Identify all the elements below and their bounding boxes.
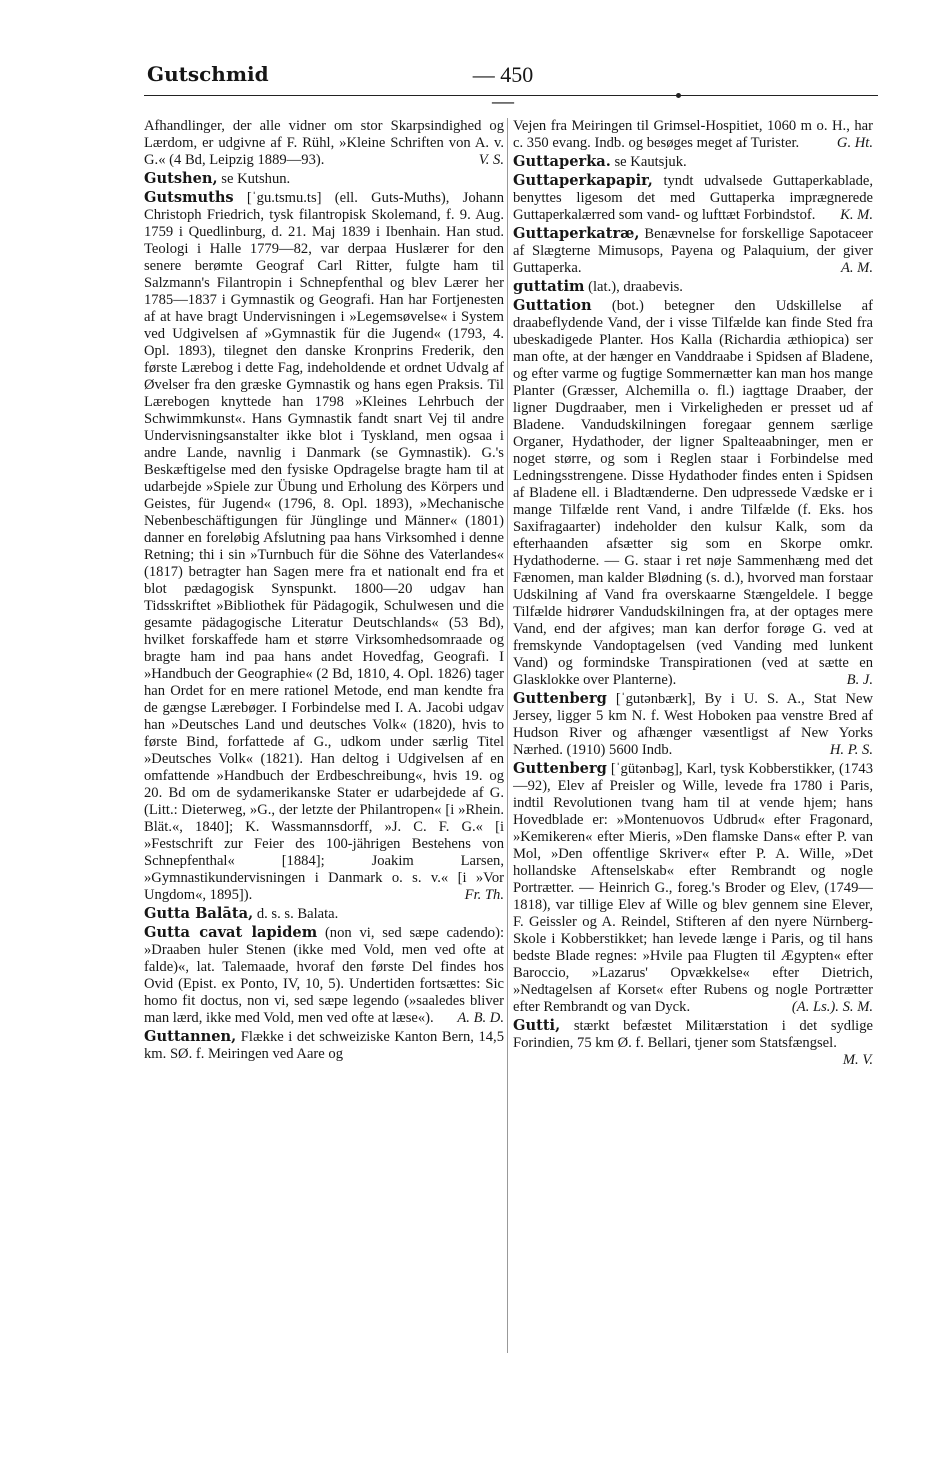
page-header [0,0,928,113]
dictionary-entry [513,118,873,152]
entry-headword: guttatim [513,278,585,295]
entry-text: (non vi, sed sæpe cadendo): »Draaben huler Stenen (ikke med Vold, men ved ofte at falde)«, lat. Talemaade, hvoraf den første Del findes hos Ovid (Epist. ex Ponto, IV, 10, 5). Undertiden fortsættes: Sic homo fit doctus, non vi, sed sæpe legendo (»saaledes bliver man lærd, ikke med Vold, men ved ofte at læse«). [144,925,504,1026]
entry-text: d. s. s. Balata. [256,906,339,922]
dictionary-entry [513,172,873,224]
header-rule [144,95,878,96]
entry-text: stærkt befæstet Militærstation i det sydlige Forindien, 75 km Ø. f. Bellari, tjener som Statsfængsel. [513,1018,873,1051]
entry-headword: Gutsmuths [144,189,234,206]
entry-text: se Kautsjuk. [614,154,687,170]
entry-text: Vejen fra Meiringen til Grimsel-Hospitiet, 1060 m o. H., har c. 350 evang. Indb. og besøges meget af Turister. [513,118,873,151]
dictionary-entry [513,760,873,1016]
entry-headword: Guttenberg [513,690,607,707]
entry-text: se Kutshun. [221,171,291,187]
entry-text: tyndt udvalsede Guttaperkablade, benyttes ligesom det med Guttaperka imprægnerede Guttaperkalærred som vand- og lufttæt Forbindstof. [513,173,873,223]
entry-signature: A. B. D. [457,1010,504,1026]
entry-headword: Gutshen, [144,170,218,187]
dictionary-entry [144,905,504,923]
entry-signature: G. Ht. [836,135,873,151]
running-headword: Gutschmid [147,62,269,86]
rule-dot [676,93,681,98]
entry-signature: Fr. Th. [464,887,504,903]
entry-headword: Guttaperka. [513,153,611,170]
entry-text: [ˈgutənbærk], By i U. S. A., Stat New Jersey, ligger 5 km N. f. West Hoboken paa venstre Bred af Hudson River og afhænger væsentligst af New Yorks Nærhed. (1910) 5600 Indb. [513,691,873,758]
entry-signature: A. M. [840,260,873,276]
dictionary-entry [144,170,504,188]
dictionary-entry [144,924,504,1027]
entry-headword: Guttenberg [513,760,607,777]
column-divider [507,118,508,1353]
entry-signature: V. S. [478,152,504,168]
dictionary-entry [513,278,873,296]
entry-headword: Gutta cavat lapidem [144,924,318,941]
dictionary-entry [513,1017,873,1069]
entry-text: Benævnelse for forskellige Sapotaceer af Slægterne Mimusops, Payena og Palaquium, der giver Guttaperka. [513,226,873,276]
dictionary-entry [513,225,873,277]
entry-text: Afhandlinger, der alle vidner om stor Skarpsindighed og Lærdom, er udgivne af F. Rühl, »Kleine Schriften von A. v. G.« (4 Bd, Leipzig 1889—93). [144,118,504,168]
dictionary-entry [513,153,873,171]
entry-headword: Guttaperkatræ, [513,225,640,242]
entry-signature: H. P. S. [829,742,873,758]
entry-text: [ˈgu.tsmu.ts] (ell. Guts-Muths), Johann Christoph Friedrich, tysk filantropisk Skolemand, f. 9. Aug. 1759 i Quedlinburg, d. 21. Maj 1839 i Ibenhain. Han stud. Teologi i Halle 1779—82, var derpaa Huslærer for den senere berømte Geograf Carl Ritter, fulgte ham til Salzmann's Filantropin i Schnepfenthal og blev Lærer her 1785—1837 i Gymnastik og Geografi. Han har Fortjenesten af at have bragt Undervisningen i »Legemsøvelse« i System ved Udgivelsen af »Gymnastik für die Jugend« (1793, 4. Opl. 1893), tilegnet den danske Kronprins Frederik, den første Lærebog i dette Fag, indeholdende et ordnet Udvalg af Øvelser fra den græske Gymnastik og hans egen Praksis. Til Lærebogen knyttede han 1798 »Kleines Lehrbuch der Schwimmkunst«. Hans Gymnastik fandt snart Vej til andre Undervisningsanstalter ikke blot i Tyskland, men ogsaa i andre Lande, navnlig i Danmark (se Gymnastik). G.'s Beskæftigelse med den fysiske Opdragelse bragte ham til at udarbejde »Spiele zur Übung und Erholung des Körpers und Geistes, für Jugend« (1796, 8. Opl. 1893), »Mechanische Nebenbeschäftigungen für Jünglinge und Männer« (1801) danner en foreløbig Afslutning paa hans Virksomhed i denne Retning; thi i sin »Turnbuch für die Söhne des Vaterlandes« (1817) betragter han Sagen mere fra et nationalt end fra et blot pædagogisk Synspunkt. 1800—20 udgav han Tidsskriftet »Bibliothek für Pädagogik, Schulwesen und die gesamte pädagogische Literatur Deutschlands« (53 Bd), hvilket forskaffede ham et større Virksomhedsomraade og bragte ham ind paa hans andet Hovedfag, Geografi. I »Handbuch der Geographie« (2 Bd, 1810, 4. Opl. 1826) tager han Ordet for en mere rationel Metode, end man kendte fra de gængse Lærebøger. I Forbindelse med I. A. Jacobi udgav han »Deutsches Land und deutsches Volk« (1820), hvis to første Bind, forfattede af G., udkom under særlig Titel »Deutsches Volk« (1821). Han deltog i Udgivelsen af en omfattende »Handbuch der Erdbeschreibung«, hvis 19. og 20. Bd om de sydamerikanske Stater er udarbejdede af G. (Litt.: Dieterweg, »G., der letzte der Philantropen« [i »Rhein. Blät.«, 1840]; K. Wassmannsdorff, »J. C. F. G.« [i »Festschrift zur Feier des 100-jährigen Bestehens von Schnepfenthal« [1884]; Joakim Larsen, »Gymnastikundervisningen i Danmark o. s. v.« [i »Vor Ungdom«, 1895]). [144,190,504,903]
entry-headword: Guttannen, [144,1028,237,1045]
entry-signature: (A. Ls.). S. M. [791,999,873,1015]
right-column [513,118,873,1353]
dictionary-entry [513,297,873,689]
dictionary-entry [144,189,504,904]
dictionary-entry [144,118,504,169]
entry-headword: Gutti, [513,1017,561,1034]
left-column [144,118,504,1353]
entry-signature: M. V. [842,1052,873,1068]
entry-text: [ˈgütənbəg], Karl, tysk Kobberstikker, (1743—92), Elev af Preisler og Wille, levede fra 1780 i Paris, indtil Revolutionen tvang ham til at vende hjem; hans Hovedblade er: »Montenuovos Udbrud« efter Fragonard, »Kemikeren« efter Mieris, »Den flamske Dans« efter P. van Mol, »Den offentlige Skriver« efter P. A. Wille, »Det hollandske Aftenselskab« efter Rembrandt og nogle Portrætter. — Heinrich G., foreg.'s Broder og Elev, (1749—1818), var tillige Elev af Wille og blev gennem sine Elever, F. Geissler og A. Reindel, Stifteren af den nyere Nürnberg-Skole i Kobberstikket; han levede længe i Paris, og til hans bedste Blade regnes: »Hvile paa Flugten til Ægypten« efter Baroccio, »Lazarus' Opvækkelse« efter Dietrich, »Nedtagelsen af Korset« efter Rubens og nogle Portrætter efter Rembrandt og van Dyck. [513,761,873,1015]
dictionary-entry [513,690,873,759]
entry-headword: Guttaperkapapir, [513,172,653,189]
entry-text: Flække i det schweiziske Kanton Bern, 14,5 km. SØ. f. Meiringen ved Aare og [144,1029,504,1062]
entry-text: (bot.) betegner den Udskillelse af draabeflydende Vand, der i visse Tilfælde kan finde Sted fra ubeskadigede Planter. Hos Kalla (Richardia æthiopica) ser man ofte, at der hænger en Vanddraabe i Spidsen af Bladene, og efter varme og fugtige Sommernætter kan man hos mange Planter (Græsser, Alchemilla o. fl.) iagttage Draaber, der ligner Dugdraaber, men i Virkeligheden er presset ud af Bladene. Vandudskilningen foregaar gennem særlige Organer, Hydathoder, der ligner Spalteaabninger, men er noget større, og som i Reglen staar i Forbindelse med Ledningsstrengene. Disse Hydathoder findes enten i Spidsen af Bladene ell. i Bladtænderne. Den udpressede Vædske er i mange Tilfælde rent Vand, i andre Tilfælde (f. Eks. hos Saxifragaarter) indeholder den kulsur Kalk, som da efterhaanden afsætter sig som en Skorpe omkr. Hydathoderne. — G. staar i ret nøje Sammenhæng med det Fænomen, man kalder Blødning (s. d.), hvorved man forstaar Udskilning af Vand fra overskaarne Stængeldele. I begge Tilfælde hidrører Vandudskilningen fra, at der optages mere Vand, end der afgives; man kan derfor forøge G. ved at fremskynde Vandoptagelsen (ved Vanding med lunkent Vand) og formindske Transpirationen (ved at sætte en Glasklokke over Planterne). [513,298,873,688]
dictionary-entry [144,1028,504,1063]
entry-headword: Gutta Balāta, [144,905,254,922]
entry-headword: Guttation [513,297,592,314]
entry-signature: B. J. [846,672,873,688]
page-number: — 450 — [472,62,534,113]
entry-signature: K. M. [840,207,873,223]
entry-text: (lat.), draabevis. [588,279,683,295]
